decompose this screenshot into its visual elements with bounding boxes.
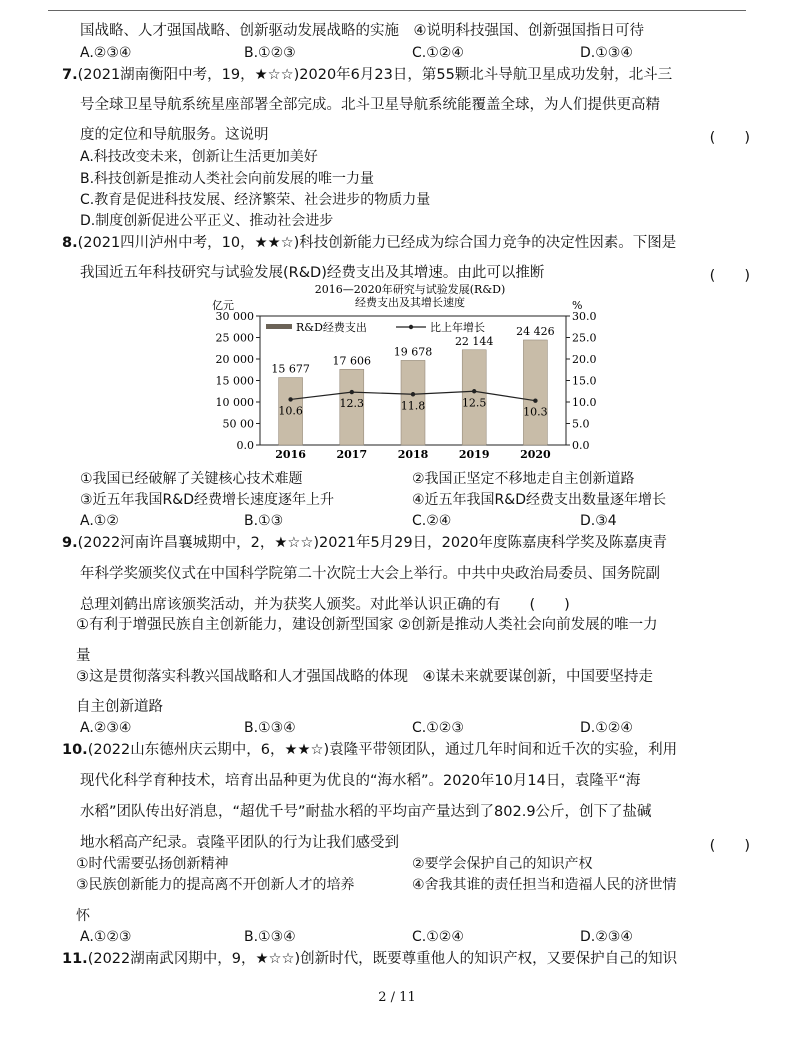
q10-option-b: B.①③④	[244, 929, 296, 945]
q10-line-3: 水稻”团队传出好消息，“超优千号”耐盐水稻的平均亩产量达到了802.9公斤，创下了盐碱	[80, 804, 652, 820]
q10-text-1: (2022山东德州庆云期中，6，★★☆)袁隆平带领团队，通过几年时间和近千次的实验，利用	[87, 742, 678, 758]
legend-line-marker	[409, 325, 413, 329]
q7-line-2: 号全球卫星导航系统星座部署全部完成。北斗卫星导航系统能覆盖全球，为人们提供更高精	[80, 97, 660, 113]
q7-answer-paren: ( )	[709, 130, 750, 146]
x-tick-label: 2018	[397, 448, 429, 461]
top-rule	[48, 10, 746, 11]
growth-rate-label: 12.3	[339, 397, 365, 411]
y-right-unit: %	[572, 299, 583, 312]
q8-number: 8.	[62, 235, 78, 251]
bar-value-label: 24 426	[516, 324, 555, 338]
q6-option-b: B.①②③	[244, 45, 296, 61]
q8-statement-2: ②我国正坚定不移地走自主创新道路	[412, 471, 635, 487]
q9-line-4: ①有利于增强民族自主创新能力，建设创新型国家 ②创新是推动人类社会向前发展的唯一力	[76, 617, 658, 633]
q9-number: 9.	[62, 535, 78, 551]
growth-rate-point	[350, 390, 354, 394]
q9-line-7: 自主创新道路	[76, 699, 163, 715]
q7-line-3: 度的定位和导航服务。这说明	[80, 127, 269, 143]
q10-line-1	[62, 741, 677, 759]
growth-rate-label: 10.3	[523, 405, 548, 419]
q9-option-d: D.①②④	[580, 720, 633, 736]
q9-line-5: 量	[76, 648, 91, 664]
q11-line-1	[62, 950, 677, 968]
q11-number: 11.	[62, 951, 88, 967]
q6-tail-line: 国战略、人才强国战略、创新驱动发展战略的实施 ④说明科技强国、创新强国指日可待	[80, 23, 644, 39]
chart-subtitle: 经费支出及其增长速度	[355, 296, 465, 309]
q10-number: 10.	[62, 742, 88, 758]
q8-text-1: (2021四川泸州中考，10，★★☆)科技创新能力已经成为综合国力竞争的决定性因素。下图是	[77, 235, 677, 251]
y-right-tick-label: 25.0	[572, 331, 597, 345]
q9-line-3: 总理刘鹤出席该颁奖活动，并为获奖人颁奖。对此举认识正确的有 ( )	[80, 597, 570, 613]
q7-option-d: D.制度创新促进公平正义、推动社会进步	[80, 213, 334, 229]
q9-text-1: (2022河南许昌襄城期中，2，★☆☆)2021年5月29日，2020年度陈嘉庚科学奖及陈嘉庚青	[77, 535, 668, 551]
q9-line-6: ③这是贯彻落实科教兴国战略和人才强国战略的体现 ④谋未来就要谋创新，中国要坚持走	[76, 669, 653, 685]
y-left-tick-label: 25 000	[215, 331, 254, 345]
q8-option-d: D.③4	[580, 513, 617, 529]
q7-line-1	[62, 66, 672, 84]
x-tick-label: 2019	[458, 448, 490, 461]
q10-statement-1: ①时代需要弘扬创新精神	[76, 856, 229, 872]
y-left-unit: 亿元	[212, 299, 234, 312]
bar-value-label: 22 144	[454, 334, 494, 348]
y-left-tick-label: 0.0	[236, 439, 254, 452]
chart-title: 2016—2020年研究与试验发展(R&D)	[314, 283, 506, 296]
x-tick-label: 2017	[336, 448, 368, 461]
y-right-tick-label: 0.0	[572, 439, 590, 452]
bar-value-label: 17 606	[332, 354, 372, 368]
q11-text-1: (2022湖南武冈期中，9，★☆☆)创新时代，既要尊重他人的知识产权，又要保护自己的知识	[87, 951, 678, 967]
y-right-tick-label: 30.0	[572, 310, 597, 323]
legend-bar-label: R&D经费支出	[296, 321, 367, 334]
y-right-tick-label: 15.0	[572, 374, 597, 388]
bar-value-label: 19 678	[393, 345, 433, 359]
rd-chart	[200, 282, 610, 464]
q10-line-4: 地水稻高产纪录。袁隆平团队的行为让我们感受到	[80, 835, 399, 851]
q8-option-c: C.②④	[412, 513, 452, 529]
x-tick-label: 2016	[275, 448, 306, 461]
growth-rate-point	[288, 397, 292, 401]
q9-line-1	[62, 534, 667, 552]
q7-option-c: C.教育是促进科技发展、经济繁荣、社会进步的物质力量	[80, 192, 431, 208]
q8-statement-1: ①我国已经破解了关键核心技术难题	[80, 471, 303, 487]
q7-number: 7.	[62, 67, 78, 83]
q8-line-2: 我国近五年科技研究与试验发展(R&D)经费支出及其增速。由此可以推断	[80, 265, 545, 281]
q6-option-d: D.①③④	[580, 45, 633, 61]
q9-option-b: B.①③④	[244, 720, 296, 736]
q6-option-c: C.①②④	[412, 45, 464, 61]
q7-option-a: A.科技改变未来，创新让生活更加美好	[80, 149, 318, 165]
q8-statement-4: ④近五年我国R&D经费支出数量逐年增长	[412, 492, 666, 508]
y-left-tick-label: 50 00	[222, 417, 254, 431]
q7-text-1: (2021湖南衡阳中考，19，★☆☆)2020年6月23日，第55颗北斗导航卫星成功发射，北斗三	[77, 67, 673, 83]
bar-value-label: 15 677	[271, 362, 310, 376]
growth-rate-point	[533, 399, 537, 403]
y-left-tick-label: 30 000	[215, 310, 254, 323]
bar-rd-expenditure	[523, 340, 547, 445]
q10-statement-4-cont: 怀	[76, 908, 90, 924]
q8-line-1	[62, 234, 676, 252]
q10-statement-2: ②要学会保护自己的知识产权	[412, 856, 593, 872]
q8-statement-3: ③近五年我国R&D经费增长速度逐年上升	[80, 492, 334, 508]
q9-option-a: A.②③④	[80, 720, 132, 736]
y-right-tick-label: 5.0	[572, 417, 590, 431]
q8-answer-paren: ( )	[709, 268, 750, 284]
q10-line-2: 现代化科学育种技术，培育出品种更为优良的“海水稻”。2020年10月14日，袁隆平“海	[80, 773, 641, 789]
q10-statement-4: ④舍我其谁的责任担当和造福人民的济世情	[412, 877, 677, 893]
growth-rate-point	[411, 392, 415, 396]
q10-option-c: C.①②④	[412, 929, 464, 945]
q6-option-a: A.②③④	[80, 45, 132, 61]
q8-option-a: A.①②	[80, 513, 119, 529]
growth-rate-point	[472, 389, 476, 393]
y-left-tick-label: 15 000	[215, 374, 254, 388]
q10-answer-paren: ( )	[709, 838, 750, 854]
q8-option-b: B.①③	[244, 513, 284, 529]
x-tick-label: 2020	[520, 448, 551, 461]
q7-option-b: B.科技创新是推动人类社会向前发展的唯一力量	[80, 171, 375, 187]
y-left-tick-label: 10 000	[215, 396, 254, 409]
q10-statement-3: ③民族创新能力的提高离不开创新人才的培养	[76, 877, 355, 893]
growth-rate-label: 11.8	[400, 399, 426, 413]
growth-rate-label: 12.5	[461, 396, 487, 410]
y-right-tick-label: 20.0	[572, 353, 597, 366]
legend-bar-swatch	[266, 324, 292, 329]
page-number: 2 / 11	[378, 990, 416, 1005]
y-left-tick-label: 20 000	[215, 353, 254, 366]
q10-option-a: A.①②③	[80, 929, 132, 945]
q9-line-2: 年科学奖颁奖仪式在中国科学院第二十次院士大会上举行。中共中央政治局委员、国务院副	[80, 566, 660, 582]
y-right-tick-label: 10.0	[572, 396, 597, 409]
q10-option-d: D.②③④	[580, 929, 633, 945]
growth-rate-label: 10.6	[278, 404, 303, 418]
q9-option-c: C.①②③	[412, 720, 464, 736]
legend-line-label: 比上年增长	[430, 321, 485, 334]
